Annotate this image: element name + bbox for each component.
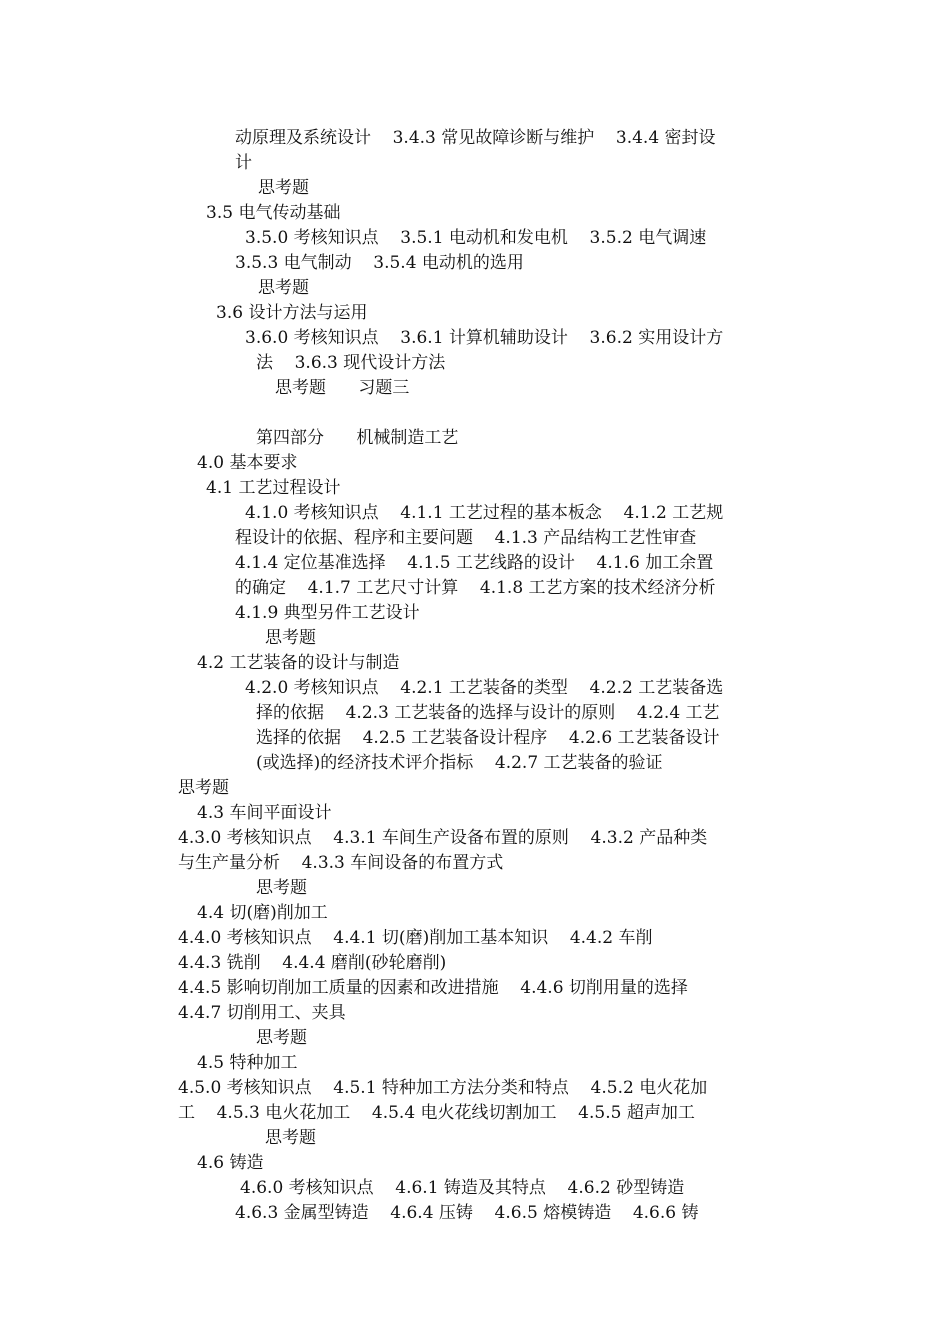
text-line: 4.6.3 金属型铸造 4.6.4 压铸 4.6.5 熔模铸造 4.6.6 铸 <box>235 1203 699 1223</box>
text-line: 4.4.0 考核知识点 4.4.1 切(磨)削加工基本知识 4.4.2 车削 <box>178 928 653 948</box>
section-heading: 4.2 工艺装备的设计与制造 <box>197 653 400 673</box>
text-line: 择的依据 4.2.3 工艺装备的选择与设计的原则 4.2.4 工艺 <box>256 703 720 723</box>
text-line: 3.5.3 电气制动 3.5.4 电动机的选用 <box>235 253 524 273</box>
text-line: 动原理及系统设计 3.4.3 常见故障诊断与维护 3.4.4 密封设 <box>235 128 716 148</box>
text-line: 3.6.0 考核知识点 3.6.1 计算机辅助设计 3.6.2 实用设计方 <box>245 328 724 348</box>
section-heading: 4.4 切(磨)削加工 <box>197 903 328 923</box>
text-line: 思考题 习题三 <box>275 378 410 398</box>
text-line: 程设计的依据、程序和主要问题 4.1.3 产品结构工艺性审查 <box>235 528 697 548</box>
text-line: 4.1.9 典型另件工艺设计 <box>235 603 420 623</box>
text-line: 工 4.5.3 电火花加工 4.5.4 电火花线切割加工 4.5.5 超声加工 <box>178 1103 695 1123</box>
text-line: 思考题 <box>258 178 309 198</box>
section-heading: 4.5 特种加工 <box>197 1053 298 1073</box>
text-line: 思考题 <box>265 1128 316 1148</box>
section-heading: 4.6 铸造 <box>197 1153 264 1173</box>
section-heading: 4.1 工艺过程设计 <box>206 478 341 498</box>
text-line: 思考题 <box>256 1028 307 1048</box>
text-line: 4.1.0 考核知识点 4.1.1 工艺过程的基本板念 4.1.2 工艺规 <box>245 503 724 523</box>
text-line: 4.3.0 考核知识点 4.3.1 车间生产设备布置的原则 4.3.2 产品种类 <box>178 828 708 848</box>
text-line: 思考题 <box>258 278 309 298</box>
text-line: 的确定 4.1.7 工艺尺寸计算 4.1.8 工艺方案的技术经济分析 <box>235 578 716 598</box>
text-line: (或选择)的经济技术评介指标 4.2.7 工艺装备的验证 <box>256 753 663 773</box>
text-line: 4.1.4 定位基准选择 4.1.5 工艺线路的设计 4.1.6 加工余置 <box>235 553 714 573</box>
text-line: 法 3.6.3 现代设计方法 <box>256 353 446 373</box>
text-line: 4.4.7 切削用工、夹具 <box>178 1003 346 1023</box>
text-line: 思考题 <box>256 878 307 898</box>
section-heading: 3.5 电气传动基础 <box>206 203 341 223</box>
section-heading: 4.0 基本要求 <box>197 453 298 473</box>
text-line: 思考题 <box>178 778 229 798</box>
section-heading: 4.3 车间平面设计 <box>197 803 332 823</box>
text-line: 4.4.5 影响切削加工质量的因素和改进措施 4.4.6 切削用量的选择 <box>178 978 688 998</box>
text-line: 4.5.0 考核知识点 4.5.1 特种加工方法分类和特点 4.5.2 电火花加 <box>178 1078 708 1098</box>
part-heading: 第四部分 机械制造工艺 <box>256 428 459 448</box>
text-line: 选择的依据 4.2.5 工艺装备设计程序 4.2.6 工艺装备设计 <box>256 728 720 748</box>
text-line: 4.6.0 考核知识点 4.6.1 铸造及其特点 4.6.2 砂型铸造 <box>240 1178 685 1198</box>
text-line: 思考题 <box>265 628 316 648</box>
section-heading: 3.6 设计方法与运用 <box>216 303 368 323</box>
text-line: 与生产量分析 4.3.3 车间设备的布置方式 <box>178 853 504 873</box>
text-line: 3.5.0 考核知识点 3.5.1 电动机和发电机 3.5.2 电气调速 <box>245 228 707 248</box>
text-line: 4.2.0 考核知识点 4.2.1 工艺装备的类型 4.2.2 工艺装备选 <box>245 678 724 698</box>
text-line: 4.4.3 铣削 4.4.4 磨削(砂轮磨削) <box>178 953 447 973</box>
text-line: 计 <box>235 153 252 173</box>
